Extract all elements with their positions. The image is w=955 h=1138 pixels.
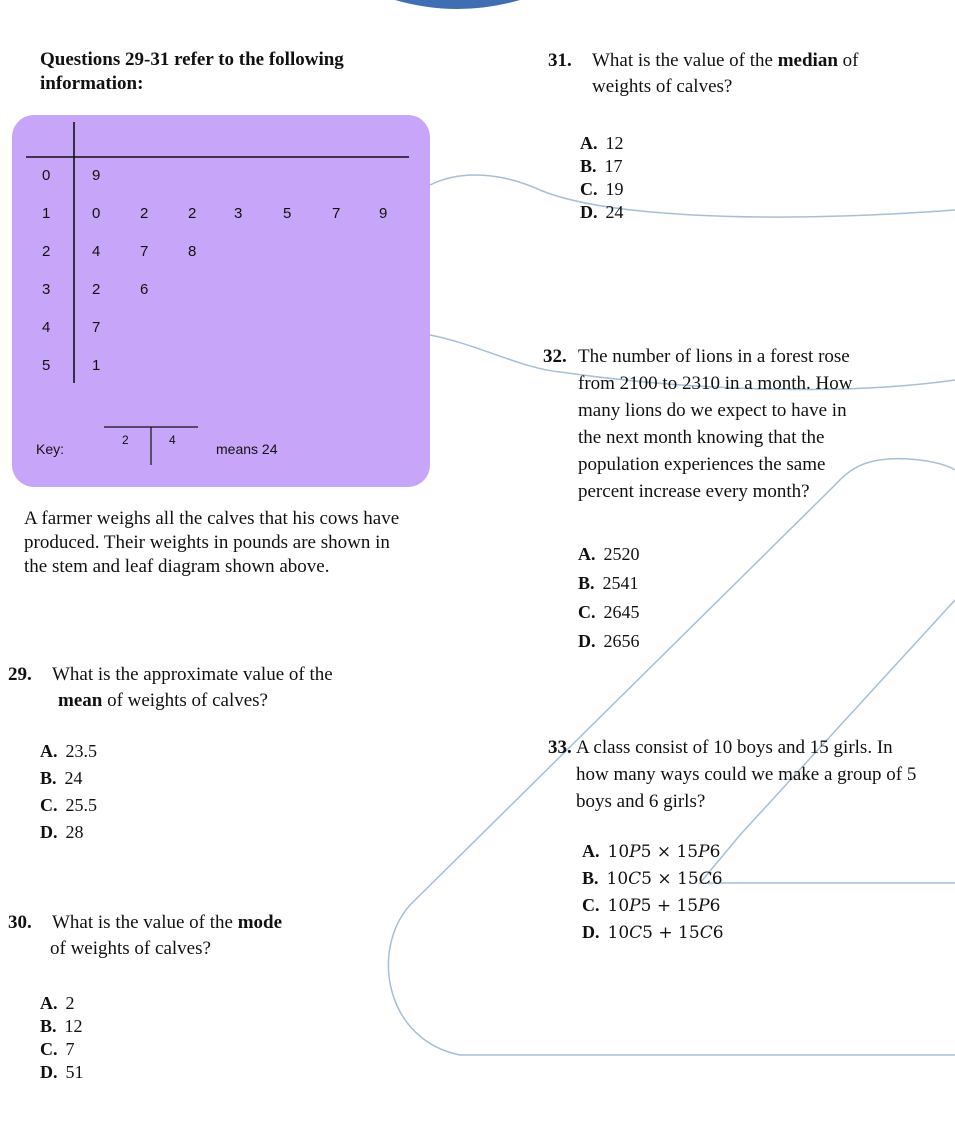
option-d[interactable]: D. 10C5 + 15C6: [582, 922, 724, 943]
option-d[interactable]: D. 24: [580, 202, 624, 222]
options-31: [580, 132, 624, 223]
leaf: 7: [92, 319, 101, 336]
option-a[interactable]: A. 23.5: [40, 741, 97, 761]
options-30: [40, 992, 84, 1083]
leaf: 7: [140, 243, 149, 260]
option-a[interactable]: A. 10P5 × 15P6: [582, 841, 721, 862]
question-31: 31. What is the value of the median of weights of calves?: [548, 50, 859, 97]
option-d[interactable]: D. 51: [40, 1062, 84, 1082]
options-29: [40, 740, 97, 843]
option-b[interactable]: B. 2541: [578, 573, 639, 593]
option-expression: 10P5 + 15P6: [607, 896, 721, 916]
option-b[interactable]: B. 10C5 × 15C6: [582, 868, 723, 889]
leaf: 8: [188, 243, 197, 260]
option-c[interactable]: C. 2645: [578, 602, 640, 622]
leaf: 2: [140, 205, 149, 222]
stem-leaf-card: [12, 115, 430, 487]
leaf: 6: [140, 281, 149, 298]
option-a[interactable]: A. 2: [40, 993, 75, 1013]
option-b[interactable]: B. 17: [580, 156, 623, 176]
stem-2: 2: [42, 243, 51, 260]
option-expression: 10C5 × 15C6: [606, 869, 723, 889]
option-d[interactable]: D. 2656: [578, 631, 640, 651]
key-label: Key:: [36, 441, 65, 457]
problem-description: A farmer weighs all the calves that his cows have produced. Their weights in pounds are shown in the stem and leaf diagram shown above.: [24, 508, 400, 577]
options-32: [578, 543, 640, 652]
option-expression: 10C5 + 15C6: [607, 923, 724, 943]
stem-5: 5: [42, 357, 51, 374]
question-29: 29. What is the approximate value of the mean of weights of calves?: [8, 664, 333, 711]
leaf: 4: [92, 243, 101, 260]
option-b[interactable]: B. 24: [40, 768, 83, 788]
option-d[interactable]: D. 28: [40, 822, 84, 842]
question-33: [548, 734, 938, 815]
stem-1: 1: [42, 205, 51, 222]
stem-0: 0: [42, 167, 51, 184]
leaf: 9: [92, 167, 101, 184]
stem-4: 4: [42, 319, 51, 336]
question-32: [543, 343, 873, 505]
options-33: [582, 840, 724, 944]
key-leaf: 4: [169, 433, 176, 447]
option-a[interactable]: A. 12: [580, 133, 624, 153]
section-header: Questions 29-31 refer to the following information:: [40, 49, 344, 94]
leaf: 0: [92, 205, 101, 222]
question-number: 33.: [548, 737, 572, 758]
question-text: The number of lions in a forest rose from 2100 to 2310 in a month. How many lions do we expect to have in the next month knowing that the population experiences the same percent increase every month?: [578, 346, 853, 502]
stem-3: 3: [42, 281, 51, 298]
decor-curve-1: [430, 175, 955, 217]
leaf: 5: [283, 205, 292, 222]
key-meaning: means 24: [216, 441, 278, 457]
leaf: 9: [379, 205, 388, 222]
option-c[interactable]: C. 10P5 + 15P6: [582, 895, 721, 916]
option-a[interactable]: A. 2520: [578, 544, 640, 564]
leaf: 3: [234, 205, 243, 222]
question-number: 30.: [8, 912, 32, 933]
option-expression: 10P5 × 15P6: [607, 842, 721, 862]
question-number: 32.: [543, 346, 567, 367]
option-b[interactable]: B. 12: [40, 1016, 83, 1036]
leaf: 2: [188, 205, 197, 222]
leaf: 1: [92, 357, 101, 374]
option-c[interactable]: C. 7: [40, 1039, 75, 1059]
question-number: 29.: [8, 664, 32, 685]
stem-leaf-lines: [12, 115, 430, 487]
question-30: 30. What is the value of the mode of weights of calves?: [8, 912, 283, 959]
leaf: 7: [332, 205, 341, 222]
decor-top-arc: [395, 0, 520, 9]
key-stem: 2: [122, 433, 129, 447]
question-text: A class consist of 10 boys and 15 girls. In how many ways could we make a group of 5 boys and 6 girls?: [576, 737, 917, 812]
question-number: 31.: [548, 50, 572, 71]
option-c[interactable]: C. 19: [580, 179, 624, 199]
leaf: 2: [92, 281, 101, 298]
option-c[interactable]: C. 25.5: [40, 795, 97, 815]
